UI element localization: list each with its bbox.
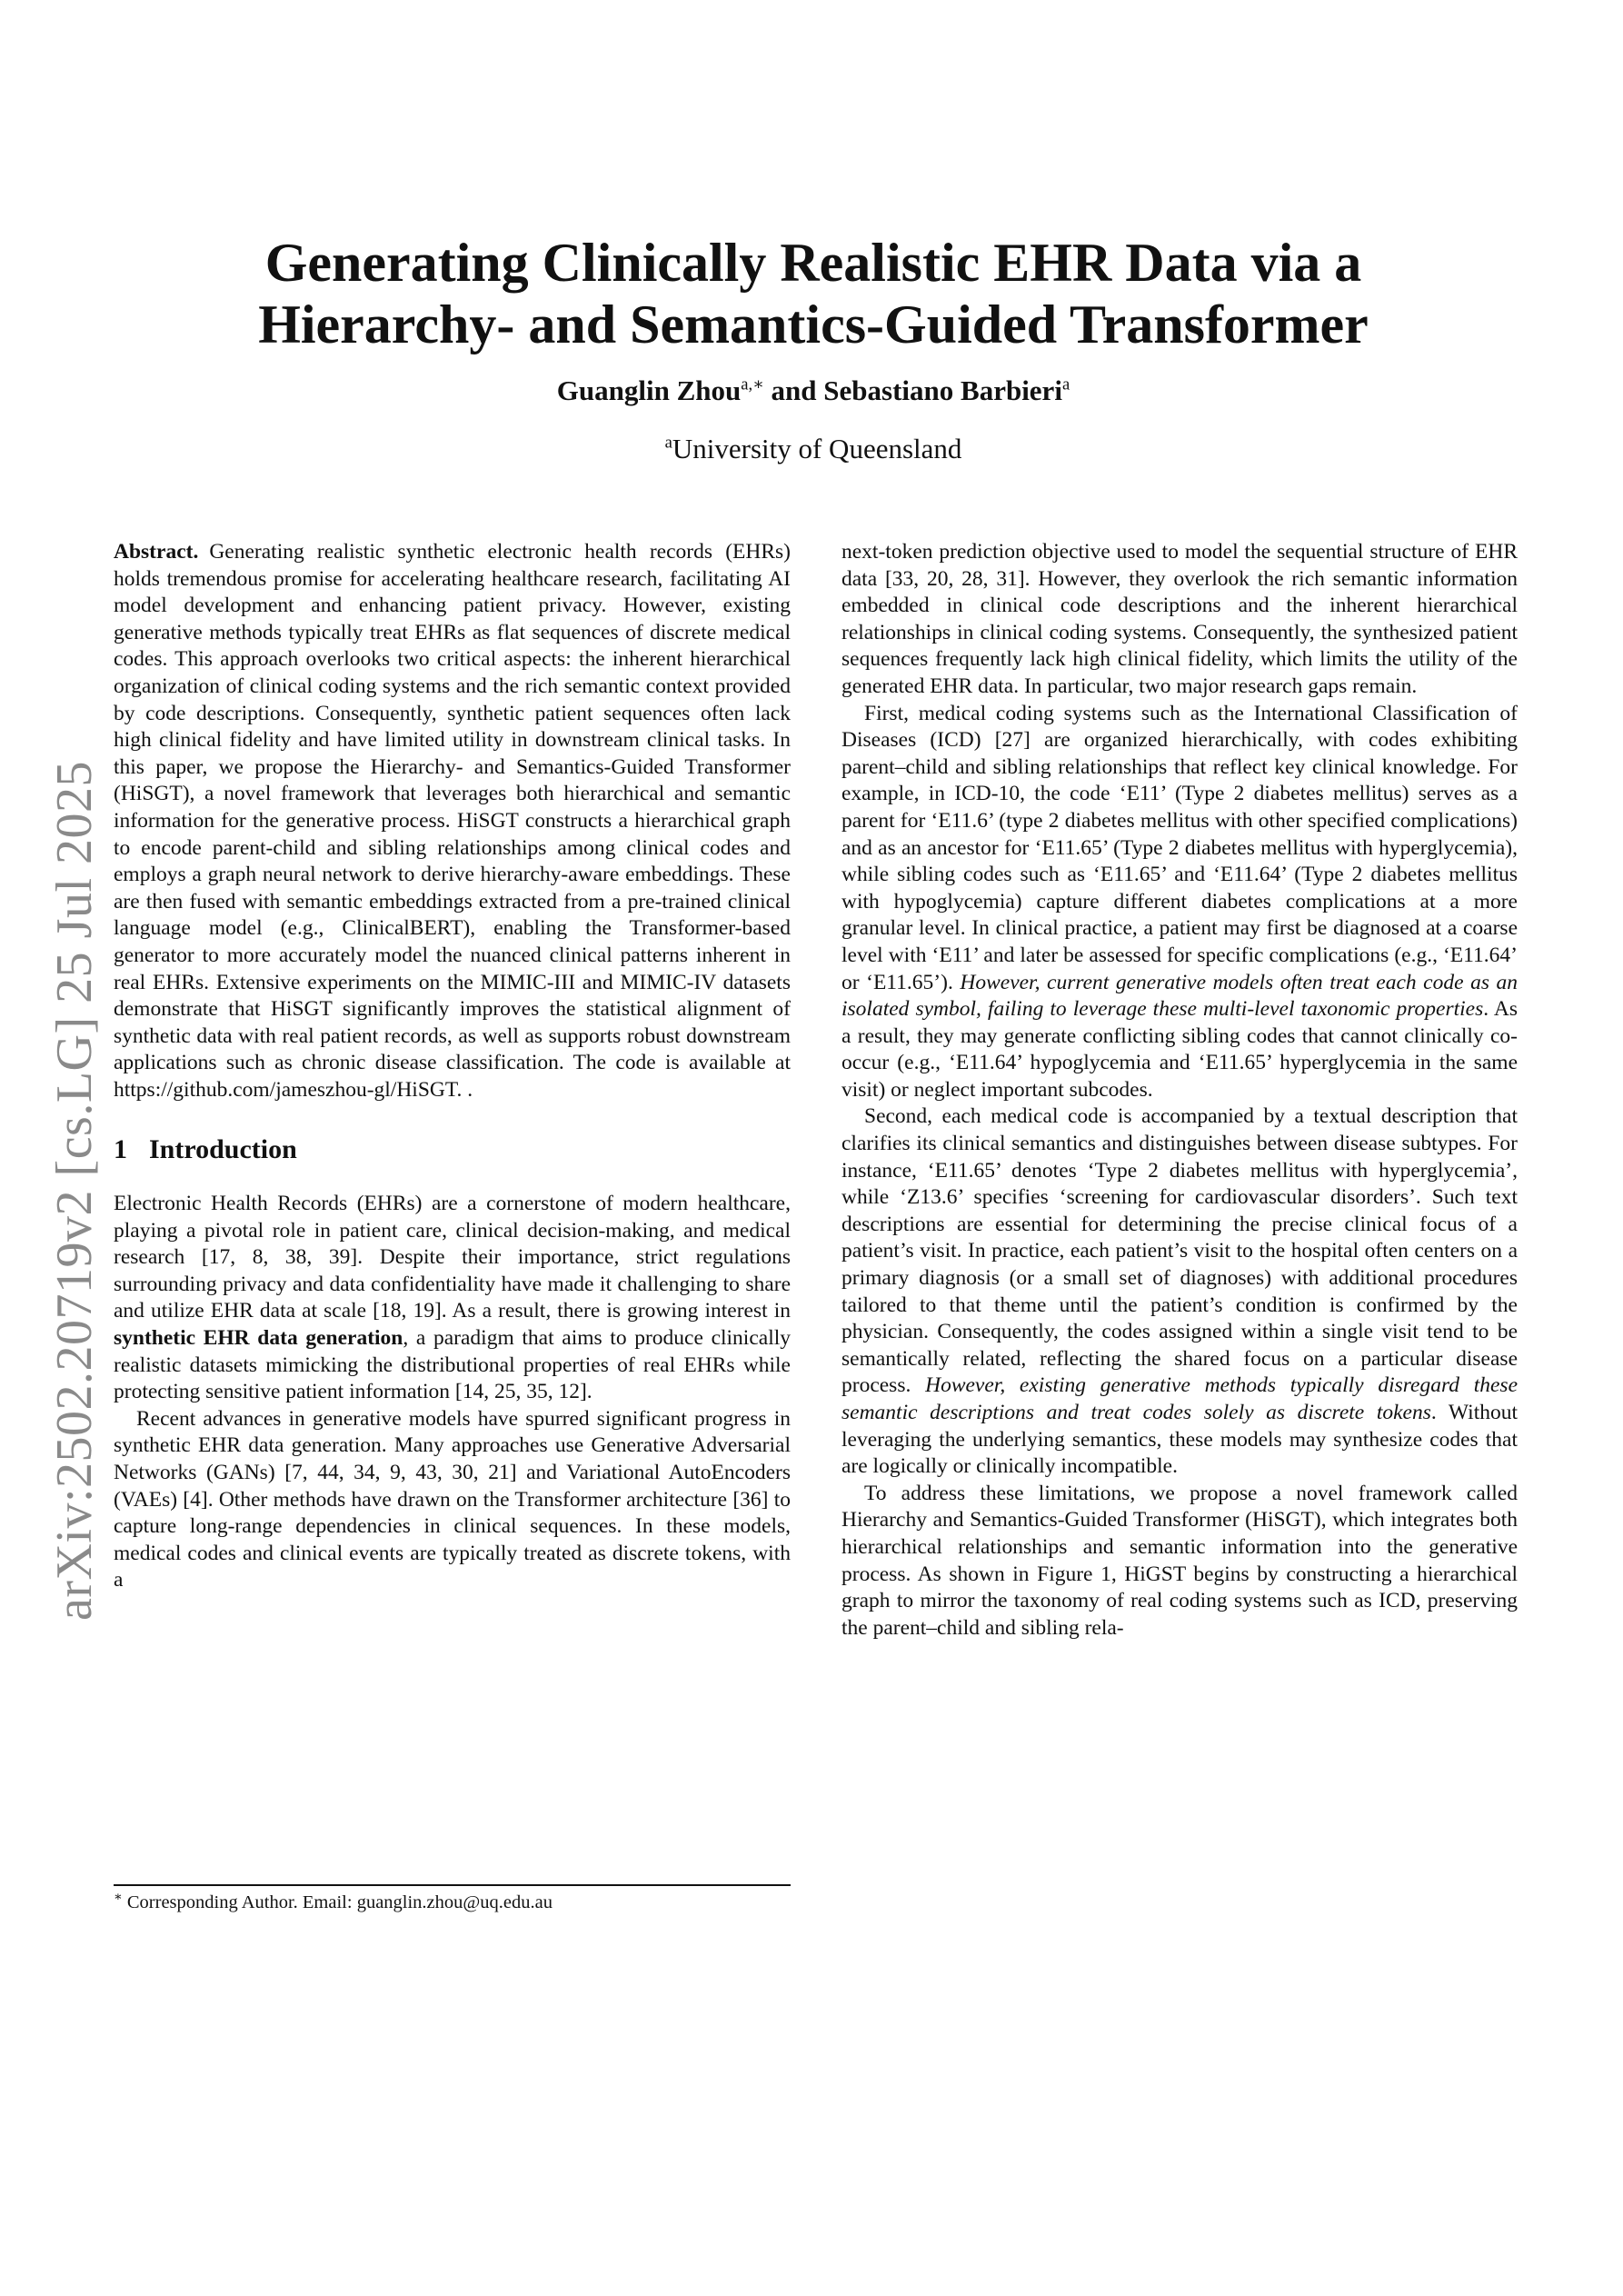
footnote-text: Corresponding Author. Email: guanglin.zhou@uq.edu.au [122, 1892, 553, 1912]
paper-title-line-1: Generating Clinically Realistic EHR Data via a [264, 233, 1362, 293]
section-title: Introduction [149, 1134, 297, 1165]
intro-paragraph-3-text: First, medical coding systems such as the International Classification of Diseases (ICD) [27] are organized hierarchically, with codes exhibiting parent–child and sibling relationships that reflect key clinical knowledge. For example, in ICD-10, the code ‘E11’ (Type 2 diabetes mellitus) serves as a parent for ‘E11.6’ (type 2 diabetes mellitus with other specified complications) and as an ancestor for ‘E11.65’ (Type 2 diabetes mellitus with hyperglycemia), while sibling codes such as ‘E11.65’ and ‘E11.64’ (Type 2 diabetes mellitus with hypoglycemia) capture different diabetes complications at a more granular level. In clinical practice, a patient may first be diagnosed at a coarse level with ‘E11’ and later be assessed for specific complications (e.g., ‘E11.64’ or ‘E11.65’). [841, 701, 1518, 994]
author-list [164, 374, 1463, 407]
intro-paragraph-1-text: Electronic Health Records (EHRs) are a cornerstone of modern healthcare, playing a pivotal role in patient care, clinical decision-making, and medical research [17, 8, 38, 39]. Despite their importance, strict regulations surrounding privacy and data confidentiality have made it challenging to share and utilize EHR data at scale [18, 19]. As a result, there is growing interest in [114, 1192, 791, 1323]
abstract [114, 539, 791, 1103]
intro-paragraph-4-text: Second, each medical code is accompanied by a textual description that clarifies its clinical semantics and distinguishes between disease subtypes. For instance, ‘E11.65’ denotes ‘Type 2 diabetes mellitus with hyperglycemia’, while ‘Z13.6’ specifies ‘screening for cardiovascular disorders’. Such text descriptions are essential for determining the precise clinical focus of a patient’s visit. In practice, each patient’s visit to the hospital often centers on a primary diagnosis (or a small set of diagnoses) with additional procedures tailored to that theme until the patient’s condition is confirmed by the physician. Consequently, the codes assigned within a single visit tend to be semantically related, reflecting the shared focus on a particular disease process. [841, 1104, 1518, 1398]
intro-paragraph-3-text-end: . As a result, they may generate conflicting sibling codes that cannot clinically co-occur (e.g., ‘E11.64’ hypoglycemia and ‘E11.65’ hyperglycemia in the same visit) or neglect important subcodes. [841, 997, 1518, 1102]
intro-paragraph-1 [114, 1191, 791, 1406]
left-column [114, 539, 791, 1594]
paper-title [164, 232, 1463, 355]
affiliation-mark: a [664, 433, 672, 453]
intro-paragraph-4-text-end: . Without leveraging the underlying semantics, these models may synthesize codes that are logically or clinically incompatible. [841, 1401, 1518, 1479]
arxiv-identifier-text: arXiv:2502.20719v2 [cs.LG] 25 Jul 2025 [46, 760, 103, 1622]
author-1-affiliation-mark: a,∗ [741, 374, 764, 394]
abstract-label: Abstract. [114, 540, 199, 564]
abstract-text: Generating realistic synthetic electronic health records (EHRs) holds tremendous promise for accelerating healthcare research, facilitating AI model development and enhancing patient privacy. However, existing generative methods typically treat EHRs as flat sequences of discrete medical codes. This approach overlooks two critical aspects: the inherent hierarchical organization of clinical coding systems and the rich semantic context provided by code descriptions. Consequently, synthetic patient sequences often lack high clinical fidelity and have limited utility in downstream clinical tasks. In this paper, we propose the Hierarchy- and Semantics-Guided Transformer (HiSGT), a novel framework that leverages both hierarchical and semantic information for the generative process. HiSGT constructs a hierarchical graph to encode parent-child and sibling relationships among clinical codes and employs a graph neural network to derive hierarchy-aware embeddings. These are then fused with semantic embeddings extracted from a pre-trained clinical language model (e.g., ClinicalBERT), enabling the Transformer-based generator to more accurately model the nuanced clinical patterns inherent in real EHRs. Extensive experiments on the MIMIC-III and MIMIC-IV datasets demonstrate that HiSGT significantly improves the statistical alignment of synthetic data with real patient records, as well as supports robust downstream applications such as chronic disease classification. The code is available at https://github.com/jameszhou-gl/HiSGT. . [114, 540, 791, 1102]
author-conjunction: and [763, 374, 824, 406]
author-2-affiliation-mark: a [1061, 374, 1070, 394]
paper-title-line-2: Hierarchy- and Semantics-Guided Transformer [258, 294, 1369, 354]
right-column [841, 539, 1518, 1642]
intro-paragraph-5: To address these limitations, we propose a novel framework called Hierarchy and Semantics-Guided Transformer (HiSGT), which integrates both hierarchical relationships and semantic information into the generative process. As shown in Figure 1, HiGST begins by constructing a hierarchical graph to mirror the taxonomy of real coding systems such as ICD, preserving the parent–child and sibling rela- [841, 1481, 1518, 1640]
section-heading-introduction [114, 1136, 791, 1163]
intro-paragraph-1-emphasis: synthetic EHR data generation [114, 1326, 403, 1351]
affiliation [164, 433, 1463, 465]
intro-paragraph-4-emphasis: However, existing generative methods typically disregard these semantic descriptions and treat codes solely as discrete tokens [841, 1373, 1518, 1424]
author-2: Sebastiano Barbieri [823, 374, 1062, 406]
intro-paragraph-3-emphasis: However, current generative models often treat each code as an isolated symbol, failing to leverage these multi-level taxonomic properties [841, 970, 1518, 1022]
intro-paragraph-2-continued: next-token prediction objective used to model the sequential structure of EHR data [33, 20, 28, 31]. However, they overlook the rich semantic information embedded in clinical code descriptions and the inherent hierarchical relationships in clinical coding systems. Consequently, the synthesized patient sequences frequently lack high clinical fidelity, which limits the utility of the generated EHR data. In particular, two major research gaps remain. [841, 540, 1518, 698]
intro-paragraph-2: Recent advances in generative models have spurred significant progress in synthetic EHR data generation. Many approaches use Generative Adversarial Networks (GANs) [7, 44, 34, 9, 43, 30, 21] and Variational AutoEncoders (VAEs) [4]. Other methods have drawn on the Transformer architecture [36] to capture long-range dependencies in clinical sequences. In these models, medical codes and clinical events are typically treated as discrete tokens, with a [114, 1406, 791, 1592]
section-number: 1 [114, 1134, 127, 1165]
author-1: Guanglin Zhou [556, 374, 742, 406]
intro-paragraph-3 [841, 701, 1518, 1104]
intro-paragraph-1-text-end: , a paradigm that aims to produce clinically realistic datasets mimicking the distributional properties of real EHRs while protecting sensitive patient information [14, 25, 35, 12]. [114, 1326, 792, 1404]
footnote-mark: ∗ [114, 1890, 123, 1905]
footnote [114, 1892, 804, 1913]
arxiv-identifier [20, 677, 129, 1704]
intro-paragraph-4 [841, 1103, 1518, 1480]
footnote-rule [114, 1884, 791, 1886]
affiliation-name: University of Queensland [672, 433, 962, 464]
